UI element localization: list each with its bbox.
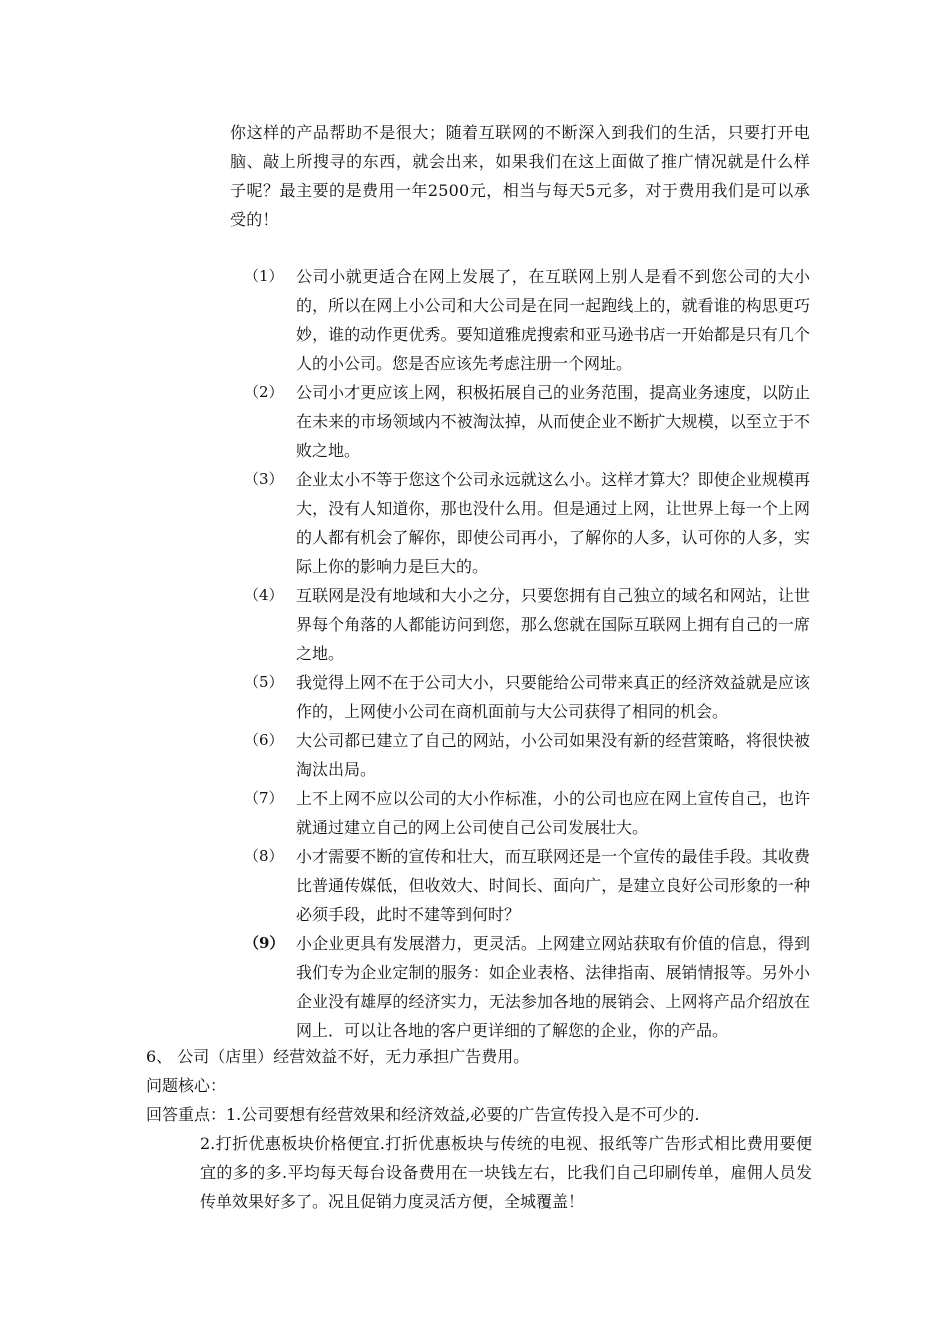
numbered-list [244,262,810,1045]
list-item [244,465,810,581]
list-item [244,581,810,668]
list-item [244,726,810,784]
item-text: 小企业更具有发展潜力，更灵活。上网建立网站获取有价值的信息，得到我们专为企业定制的服务：如企业表格、法律指南、展销情报等。另外小企业没有雄厚的经济实力，无法参加各地的展销会、上网将产品介绍放在网上．可以让各地的客户更详细的了解您的企业，你的产品。 [296,934,810,1040]
item-text: 公司小就更适合在网上发展了，在互联网上别人是看不到您公司的大小的，所以在网上小公司和大公司是在同一起跑线上的，就看谁的构思更巧妙，谁的动作更优秀。要知道雅虎搜索和亚马逊书店一开始都是只有几个人的小公司。您是否应该先考虑注册一个网址。 [296,267,810,373]
item-text: 公司小才更应该上网，积极拓展自己的业务范围，提高业务速度，以防止在未来的市场领域内不被淘汰掉，从而使企业不断扩大规模，以至立于不败之地。 [296,383,810,460]
problem-core-label: 问题核心： [146,1076,227,1095]
list-item [244,784,810,842]
section-6-title: 6、 公司（店里）经营效益不好，无力承担广告费用。 [146,1047,530,1066]
item-text: 企业太小不等于您这个公司永远就这么小。这样才算大？即使企业规模再大，没有人知道你，那也没什么用。但是通过上网，让世界上每一个上网的人都有机会了解你，即使公司再小，了解你的人多，认可你的人多，实际上你的影响力是巨大的。 [296,470,810,576]
intro-paragraph: 你这样的产品帮助不是很大；随着互联网的不断深入到我们的生活，只要打开电脑、敲上所搜寻的东西，就会出来，如果我们在这上面做了推广情况就是什么样子呢？最主要的是费用一年2500元，相当与每天5元多，对于费用我们是可以承受的！ [230,123,810,229]
item-number: （8） [244,847,284,865]
item-text: 互联网是没有地域和大小之分，只要您拥有自己独立的域名和网站，让世界每个角落的人都能访问到您，那么您就在国际互联网上拥有自己的一席之地。 [296,586,810,663]
list-item [244,842,810,929]
item-number: （9） [244,934,285,952]
answer-point-1: 回答重点：1.公司要想有经营效果和经济效益,必要的广告宣传投入是不可少的. [146,1105,700,1124]
item-number: （1） [244,267,284,285]
list-item [244,262,810,378]
item-number: （5） [244,673,284,691]
item-number: （7） [244,789,284,807]
list-item [244,378,810,465]
list-item [244,668,810,726]
item-text: 小才需要不断的宣传和壮大，而互联网还是一个宣传的最佳手段。其收费比普通传媒低，但收效大、时间长、面向广，是建立良好公司形象的一种必须手段，此时不建等到何时？ [296,847,810,924]
item-number: （6） [244,731,284,749]
list-item [244,929,810,1045]
answer-point-2: 2.打折优惠板块价格便宜.打折优惠板块与传统的电视、报纸等广告形式相比费用要便宜的多的多.平均每天每台设备费用在一块钱左右，比我们自己印刷传单，雇佣人员发传单效果好多了。况且促销力度灵活方便，全城覆盖！ [200,1134,812,1211]
item-text: 上不上网不应以公司的大小作标准，小的公司也应在网上宣传自己，也许就通过建立自己的网上公司使自己公司发展壮大。 [296,789,810,837]
item-text: 我觉得上网不在于公司大小，只要能给公司带来真正的经济效益就是应该作的，上网使小公司在商机面前与大公司获得了相同的机会。 [296,673,810,721]
item-text: 大公司都已建立了自己的网站，小公司如果没有新的经营策略，将很快被淘汰出局。 [296,731,810,779]
item-number: （2） [244,383,284,401]
item-number: （3） [244,470,284,488]
item-number: （4） [244,586,284,604]
